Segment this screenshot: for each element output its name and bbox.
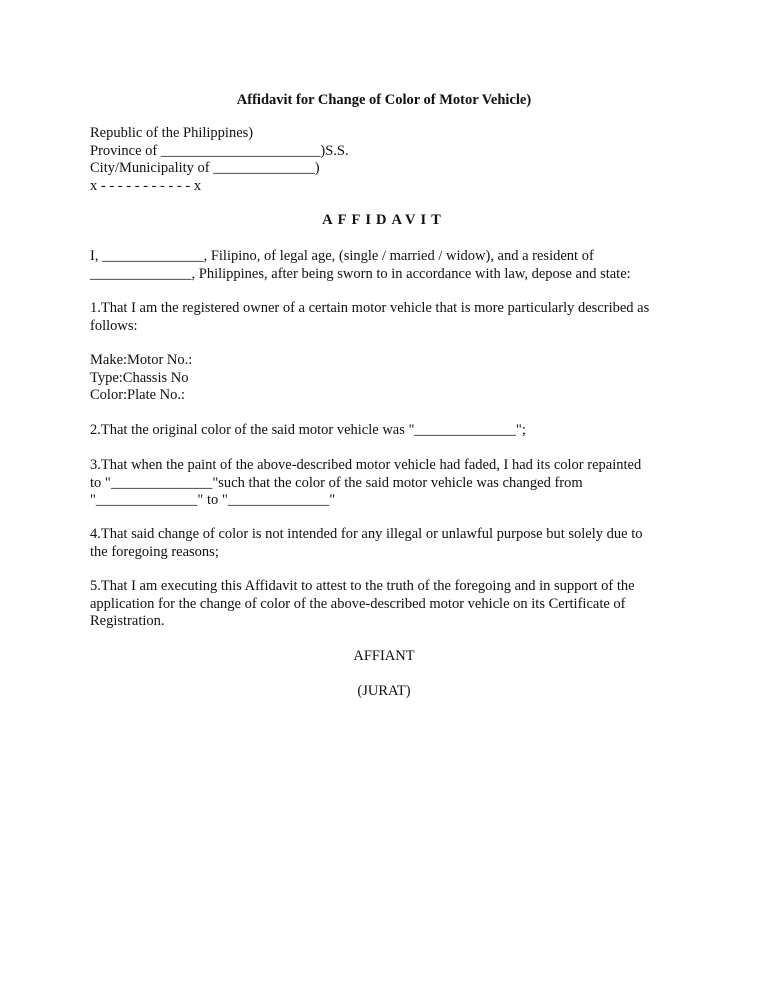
item-4-line-1: 4.That said change of color is not intended for any illegal or unlawful purpose but solely due to bbox=[90, 526, 643, 542]
item-3-paragraph bbox=[90, 457, 690, 510]
item-3-line-2: to "______________"such that the color of the said motor vehicle was changed from bbox=[90, 474, 583, 491]
item-2-paragraph bbox=[90, 422, 690, 440]
jurat-label: (JURAT) bbox=[357, 683, 411, 699]
item-3-line-3: "______________" to "______________" bbox=[90, 492, 336, 508]
caption-republic: Republic of the Philippines) bbox=[90, 125, 254, 141]
intro-line-1: I, ______________, Filipino, of legal age, (single / married / widow), and a resident of bbox=[90, 248, 594, 264]
affiant-label: AFFIANT bbox=[353, 648, 415, 664]
item-5-line-3: Registration. bbox=[90, 613, 165, 629]
vehicle-type-line: Type:Chassis No bbox=[90, 369, 189, 386]
document-title: Affidavit for Change of Color of Motor Vehicle) bbox=[236, 92, 532, 108]
vehicle-make-line: Make:Motor No.: bbox=[90, 352, 193, 368]
intro-line-2: ______________, Philippines, after being sworn to in accordance with law, depose and state: bbox=[90, 265, 631, 282]
caption-city: City/Municipality of ______________) bbox=[90, 160, 320, 176]
venue-caption bbox=[90, 125, 349, 195]
item-5-line-2: application for the change of color of the above-described motor vehicle on its Certificate of bbox=[90, 595, 626, 612]
caption-divider: x - - - - - - - - - - - x bbox=[90, 177, 202, 194]
intro-paragraph bbox=[90, 248, 690, 283]
item-2-line: 2.That the original color of the said motor vehicle was "______________"; bbox=[90, 422, 526, 438]
item-1-paragraph bbox=[90, 300, 690, 335]
vehicle-color-line: Color:Plate No.: bbox=[90, 387, 186, 403]
affidavit-heading: AFFIDAVIT bbox=[322, 212, 446, 228]
vehicle-details bbox=[90, 352, 690, 405]
item-4-line-2: the foregoing reasons; bbox=[90, 543, 219, 560]
item-5-paragraph bbox=[90, 578, 690, 631]
item-5-line-1: 5.That I am executing this Affidavit to attest to the truth of the foregoing and in support of the bbox=[90, 578, 635, 594]
caption-province: Province of ______________________)S.S. bbox=[90, 142, 349, 159]
item-1-line-1: 1.That I am the registered owner of a certain motor vehicle that is more particularly described as bbox=[90, 300, 650, 316]
item-3-line-1: 3.That when the paint of the above-described motor vehicle had faded, I had its color repainted bbox=[90, 457, 642, 473]
item-4-paragraph bbox=[90, 526, 690, 561]
item-1-line-2: follows: bbox=[90, 317, 138, 334]
